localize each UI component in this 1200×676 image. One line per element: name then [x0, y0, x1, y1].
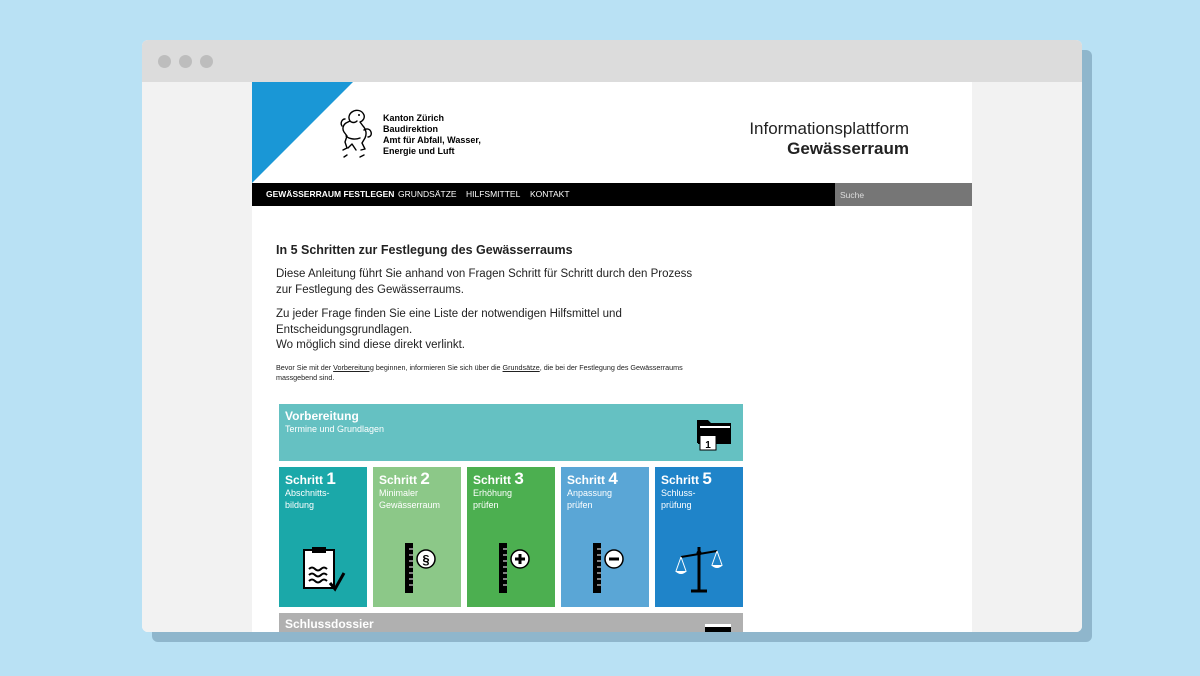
site-header — [252, 82, 972, 183]
web-page — [252, 82, 972, 632]
platform-title-line1: Informationsplattform — [749, 119, 909, 138]
step-1-tile[interactable] — [279, 467, 367, 607]
nav-item-hilfsmittel[interactable]: HILFSMITTEL — [466, 189, 521, 199]
note-text: , die bei der Festlegung des Gewässerraums massgebend sind. — [276, 362, 683, 382]
step-3-tile[interactable] — [467, 467, 555, 607]
window-dot[interactable] — [200, 55, 213, 68]
step-subtitle-line: prüfung — [661, 500, 692, 510]
help-paragraph — [276, 307, 696, 354]
step-word: Schritt — [567, 473, 606, 487]
step-subtitle-line: Minimaler — [379, 488, 419, 498]
step-subtitle-line: bildung — [285, 500, 315, 510]
step-subtitle — [473, 487, 549, 511]
step-word: Schritt — [661, 473, 700, 487]
step-subtitle-line: Abschnitts- — [285, 488, 330, 498]
browser-viewport — [142, 82, 1082, 632]
browser-chrome — [142, 40, 1082, 82]
step-subtitle-line: Schluss- — [661, 488, 696, 498]
step-word: Schritt — [473, 473, 512, 487]
step-subtitle-line: Gewässerraum — [379, 500, 441, 510]
document-icon — [705, 624, 731, 632]
vorbereitung-link[interactable]: Vorbereitung — [333, 362, 374, 372]
platform-title — [749, 119, 909, 159]
tile-title: Schlussdossier — [285, 617, 374, 631]
clipboard-check-icon — [300, 545, 346, 595]
step-subtitle-line: Erhöhung — [473, 488, 513, 498]
help-text: Zu jeder Frage finden Sie eine Liste der notwendigen Hilfsmittel und Entscheidungsgrundlagen. — [276, 308, 622, 336]
zurich-lion-logo[interactable] — [338, 108, 372, 160]
step-subtitle — [567, 487, 643, 511]
grundsaetze-link[interactable]: Grundsätze — [502, 362, 540, 372]
folder-calendar-icon — [695, 416, 733, 452]
tile-title: Vorbereitung — [285, 409, 359, 423]
browser-window — [142, 40, 1082, 632]
org-line: Baudirektion — [383, 124, 439, 134]
page-heading: In 5 Schritten zur Festlegung des Gewässerraums — [276, 243, 573, 257]
intro-paragraph: Diese Anleitung führt Sie anhand von Fragen Schritt für Schritt durch den Prozess zur Festlegung des Gewässerraums. — [276, 268, 693, 296]
org-line: Energie und Luft — [383, 146, 455, 156]
window-dot[interactable] — [179, 55, 192, 68]
step-title — [473, 469, 549, 488]
vorbereitung-tile[interactable] — [279, 404, 743, 461]
step-subtitle-line: prüfen — [473, 500, 499, 510]
nav-item-kontakt[interactable]: KONTAKT — [530, 189, 570, 199]
org-line: Kanton Zürich — [383, 113, 444, 123]
step-number: 5 — [702, 469, 712, 488]
calendar-number: 1 — [705, 440, 711, 451]
organization-name — [383, 113, 481, 157]
step-number: 3 — [514, 469, 524, 488]
note-paragraph — [276, 363, 686, 384]
step-number: 4 — [608, 469, 618, 488]
ruler-plus-icon — [491, 541, 531, 595]
step-subtitle — [661, 487, 737, 511]
step-5-tile[interactable] — [655, 467, 743, 607]
step-number: 1 — [326, 469, 336, 488]
platform-title-line2: Gewässerraum — [787, 139, 909, 158]
nav-item-grundsaetze[interactable]: GRUNDSÄTZE — [398, 189, 457, 199]
step-subtitle — [285, 487, 361, 511]
intro-content — [276, 242, 696, 384]
org-line: Amt für Abfall, Wasser, — [383, 135, 481, 145]
scales-icon — [675, 543, 723, 595]
window-dot[interactable] — [158, 55, 171, 68]
search-input[interactable] — [835, 183, 972, 206]
ruler-minus-icon — [585, 541, 625, 595]
ruler-paragraph-icon — [397, 541, 437, 595]
help-text: Wo möglich sind diese direkt verlinkt. — [276, 339, 465, 351]
step-subtitle-line: Anpassung — [567, 488, 613, 498]
step-title — [567, 469, 643, 488]
step-4-tile[interactable] — [561, 467, 649, 607]
step-2-tile[interactable] — [373, 467, 461, 607]
main-navigation — [252, 183, 972, 206]
step-subtitle-line: prüfen — [567, 500, 593, 510]
schlussdossier-tile[interactable] — [279, 613, 743, 632]
tile-subtitle: Termine und Grundlagen — [285, 424, 385, 434]
note-text: Bevor Sie mit der — [276, 362, 334, 372]
step-number: 2 — [420, 469, 430, 488]
svg-text:§: § — [422, 552, 430, 567]
note-text: beginnen, informieren Sie sich über die — [373, 362, 503, 372]
step-title — [661, 469, 737, 488]
nav-item-gewaesserraum-festlegen[interactable]: GEWÄSSERRAUM FESTLEGEN — [266, 189, 395, 199]
step-title — [285, 469, 361, 488]
step-title — [379, 469, 455, 488]
step-subtitle — [379, 487, 455, 511]
step-word: Schritt — [285, 473, 324, 487]
step-word: Schritt — [379, 473, 418, 487]
